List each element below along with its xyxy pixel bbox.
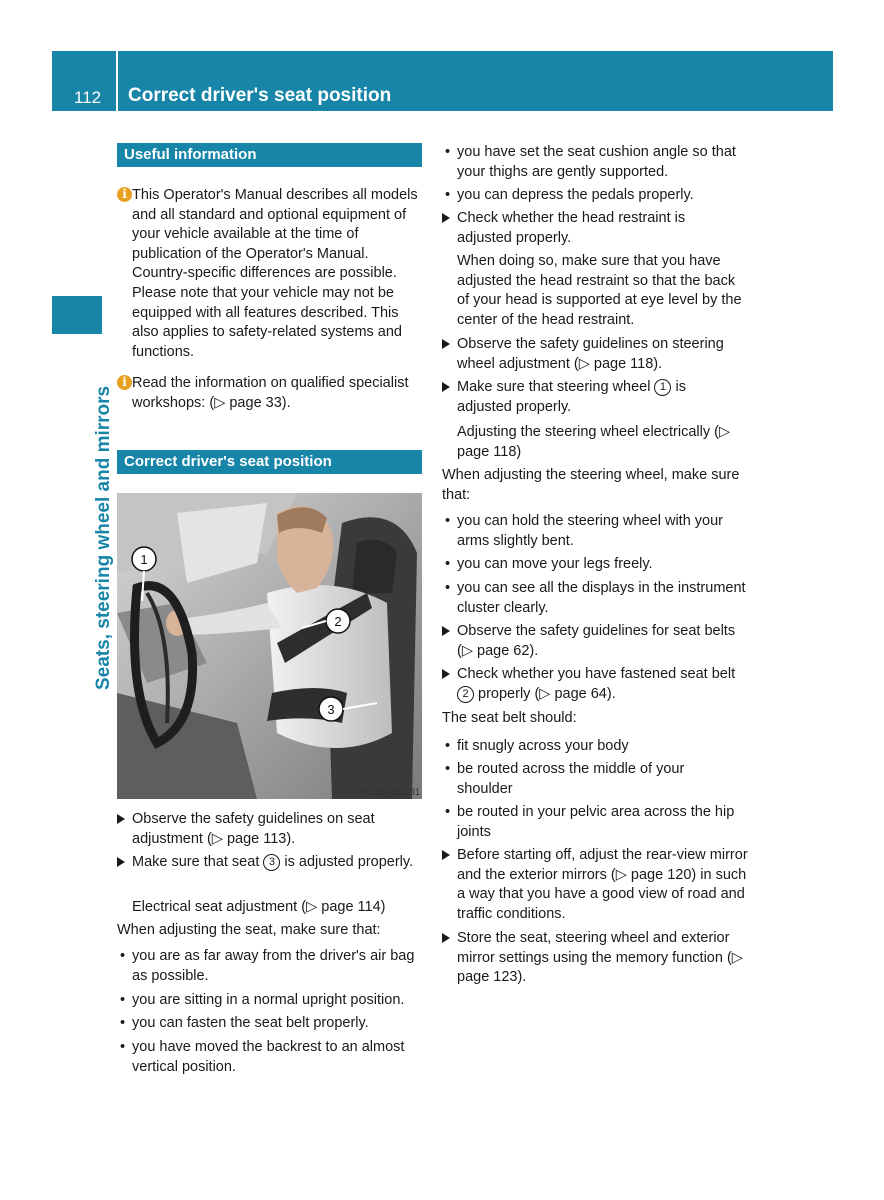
figure-code: P91.10-3231-31 bbox=[355, 787, 420, 797]
callout-1-label: 1 bbox=[140, 552, 148, 567]
step-arrow-icon bbox=[117, 857, 125, 867]
callout-3-label: 3 bbox=[327, 702, 335, 717]
step-sub-text: Adjusting the steering wheel electrically (▷ page 118) bbox=[457, 424, 731, 460]
step-head-restraint bbox=[442, 209, 742, 248]
step-arrow-icon bbox=[442, 382, 450, 392]
info-note-2 bbox=[117, 374, 417, 413]
step-seat-guidelines bbox=[117, 810, 417, 849]
step-sub-text: Electrical seat adjustment (▷ page 114) bbox=[132, 899, 386, 915]
callout-ref-3: 3 bbox=[263, 854, 280, 871]
step-text: Store the seat, steering wheel and exterior mirror settings using the memory function (▷ page 123). bbox=[457, 930, 743, 986]
step-text: Before starting off, adjust the rear-view mirror and the exterior mirrors (▷ page 120) in such a way that you have a good view of road and traffic conditions. bbox=[457, 847, 748, 922]
callout-2-label: 2 bbox=[334, 614, 342, 629]
step-seat-adjusted bbox=[117, 853, 417, 873]
bullet-item: • you can see all the displays in the instrument cluster clearly. bbox=[445, 580, 746, 616]
intro-text: The seat belt should: bbox=[442, 710, 577, 726]
chapter-tab-marker bbox=[52, 296, 102, 334]
step-arrow-icon bbox=[442, 669, 450, 679]
driver-seat-illustration bbox=[117, 493, 422, 799]
chapter-tab-label: Seats, steering wheel and mirrors bbox=[93, 385, 114, 690]
info-icon: i bbox=[117, 187, 132, 202]
bullet-item: • you can move your legs freely. bbox=[445, 556, 653, 572]
step-arrow-icon bbox=[442, 339, 450, 349]
step-steering-adjusted bbox=[442, 378, 742, 417]
page-header bbox=[52, 51, 833, 111]
step-text: Make sure that steering wheel 1 is adjusted properly. bbox=[457, 379, 686, 415]
info-note-1-text: This Operator's Manual describes all models and all standard and optional equipment of your vehicle available at the time of publication of the Operator's Manual. Country-specific differences are possible. Please note that your vehicle may not be equipped with all features described. This also applies to safety-related systems and functions. bbox=[132, 187, 418, 360]
bullet-item: • you can hold the steering wheel with your arms slightly bent. bbox=[445, 513, 723, 549]
step-arrow-icon bbox=[442, 850, 450, 860]
step-text: Check whether the head restraint is adjusted properly. bbox=[457, 210, 686, 246]
step-text: Make sure that seat 3 is adjusted properly. bbox=[132, 854, 414, 870]
step-seat-belt-guidelines bbox=[442, 622, 752, 661]
page-number-box bbox=[52, 51, 118, 111]
step-seat-belt-fastened bbox=[442, 665, 742, 704]
intro-text: When adjusting the steering wheel, make sure that: bbox=[442, 467, 740, 503]
info-icon: i bbox=[117, 375, 132, 390]
bullet-item: • you can depress the pedals properly. bbox=[445, 187, 694, 203]
step-text: Observe the safety guidelines on seat adjustment (▷ page 113). bbox=[132, 811, 375, 847]
step-memory bbox=[442, 929, 752, 988]
page-title: Correct driver's seat position bbox=[128, 85, 392, 106]
step-mirrors bbox=[442, 846, 752, 924]
callout-ref-1: 1 bbox=[654, 379, 671, 396]
callout-ref-2: 2 bbox=[457, 686, 474, 703]
intro-text: When adjusting the seat, make sure that: bbox=[117, 922, 381, 938]
step-arrow-icon bbox=[442, 213, 450, 223]
bullet-item: • you are sitting in a normal upright position. bbox=[120, 992, 405, 1008]
bullet-item: • be routed across the middle of your shoulder bbox=[445, 761, 685, 797]
info-note-1 bbox=[117, 186, 425, 362]
bullet-item: • be routed in your pelvic area across the hip joints bbox=[445, 804, 735, 840]
page-number: 112 bbox=[74, 88, 102, 107]
step-text: Check whether you have fastened seat belt 2 properly (▷ page 64). bbox=[457, 666, 736, 702]
bullet-item: • you are as far away from the driver's air bag as possible. bbox=[120, 948, 415, 984]
step-sub-text: When doing so, make sure that you have adjusted the head restraint so that the back of your head is supported at eye level by the center of the head restraint. bbox=[457, 253, 742, 328]
step-arrow-icon bbox=[117, 814, 125, 824]
section-heading-seat-position: Correct driver's seat position bbox=[117, 450, 422, 474]
info-note-2-text: Read the information on qualified specialist workshops: (▷ page 33). bbox=[132, 375, 409, 411]
step-text: Observe the safety guidelines on steering wheel adjustment (▷ page 118). bbox=[457, 336, 724, 372]
seat-position-photo bbox=[117, 493, 422, 799]
step-steering-guidelines bbox=[442, 335, 752, 374]
step-arrow-icon bbox=[442, 626, 450, 636]
bullet-item: • you can fasten the seat belt properly. bbox=[120, 1015, 369, 1031]
step-arrow-icon bbox=[442, 933, 450, 943]
step-text: Observe the safety guidelines for seat belts (▷ page 62). bbox=[457, 623, 736, 659]
section-heading-useful-info: Useful information bbox=[117, 143, 422, 167]
bullet-item: • fit snugly across your body bbox=[445, 738, 629, 754]
bullet-item: • you have moved the backrest to an almost vertical position. bbox=[120, 1039, 405, 1075]
bullet-item: • you have set the seat cushion angle so that your thighs are gently supported. bbox=[445, 144, 736, 180]
